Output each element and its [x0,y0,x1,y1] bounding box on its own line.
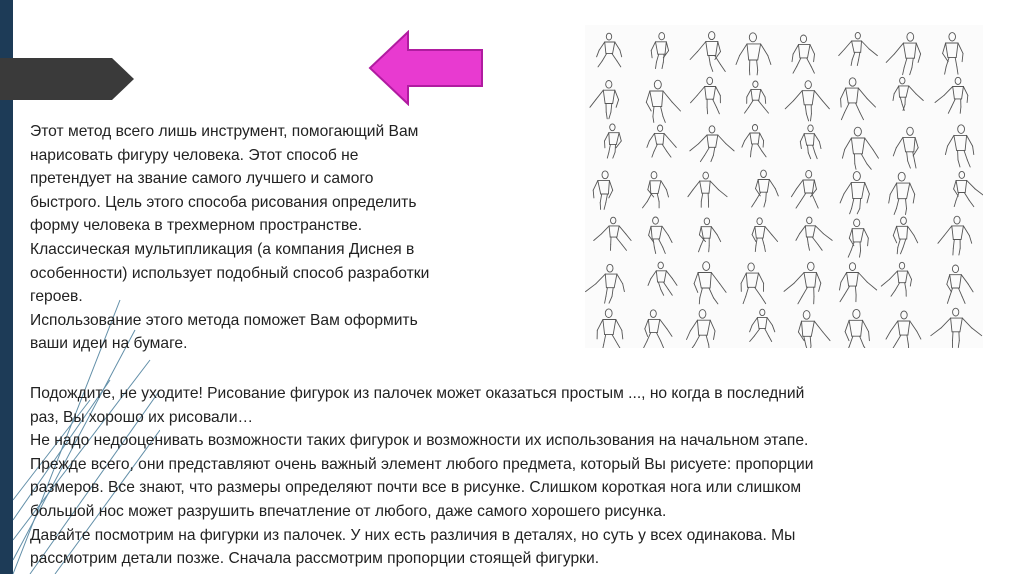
intro-line: ваши идеи на бумаге. [30,335,188,353]
intro-line: героев. [30,288,83,306]
intro-line: особенности) использует подобный способ разработки [30,264,430,282]
main-line: Давайте посмотрим на фигурки из палочек. У них есть различия в деталях, но суть у всех одинакова. Мы [30,526,796,544]
main-line: большой нос может разрушить впечатление от любого, даже самого хорошего рисунка. [30,502,667,520]
title-tab [0,58,135,100]
main-line: Не надо недооценивать возможности таких фигурок и возможности их использования на начальном этапе. [30,432,809,450]
intro-line: нарисовать фигуру человека. Этот способ не [30,146,359,164]
intro-line: Классическая мультипликация (а компания Диснея в [30,240,415,258]
intro-line: претендует на звание самого лучшего и самого [30,170,374,188]
intro-paragraph [30,120,530,356]
intro-line: быстрого. Цель этого способа рисования определить [30,193,417,211]
main-line: Прежде всего, они представляют очень важный элемент любого предмета, который Вы рисуете: пропорции [30,455,814,473]
figure-sketches-image [585,25,983,348]
intro-line: Этот метод всего лишь инструмент, помогающий Вам [30,123,419,140]
main-line: Подождите, не уходите! Рисование фигурок из палочек может оказаться простым ..., но когда в последний [30,385,805,402]
left-arrow-icon[interactable] [368,30,486,106]
main-line: рассмотрим детали позже. Сначала рассмотрим пропорции стоящей фигурки. [30,550,600,568]
main-line: размеров. Все знают, что размеры определяют почти все в рисунке. Слишком короткая нога или слишком [30,479,802,497]
intro-line: Использование этого метода поможет Вам оформить [30,311,418,329]
main-line: раз, Вы хорошо их рисовали… [30,408,254,426]
main-paragraph [30,382,1005,571]
intro-line: форму человека в трехмерном пространстве. [30,217,363,235]
